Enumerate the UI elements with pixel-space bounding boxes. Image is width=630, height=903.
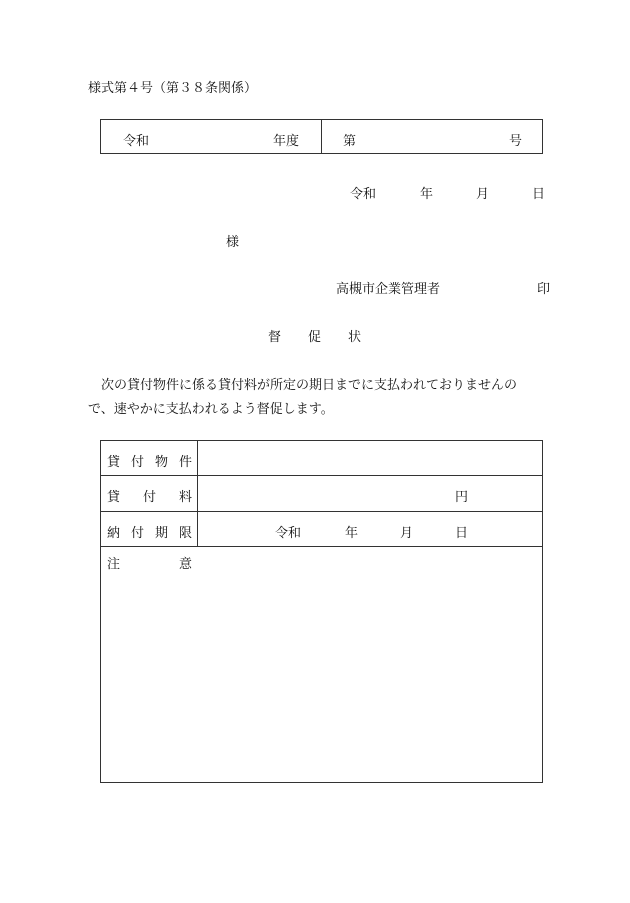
row-label-char: 貸 xyxy=(107,455,121,470)
table-column-divider xyxy=(197,441,198,475)
number-suffix-label: 号 xyxy=(509,134,523,149)
notes-label-char: 注 xyxy=(107,557,121,572)
date-month: 月 xyxy=(476,187,490,202)
row-label-char: 貸 xyxy=(107,490,121,505)
table-row-fee xyxy=(101,476,542,512)
due-day: 日 xyxy=(455,526,469,541)
title-char: 促 xyxy=(308,330,322,345)
due-month: 月 xyxy=(400,526,414,541)
title-char: 状 xyxy=(348,330,362,345)
body-line: 次の貸付物件に係る貸付料が所定の期日までに支払われておりませんの xyxy=(101,378,518,393)
notes-label-char: 意 xyxy=(179,557,193,572)
title-char: 督 xyxy=(268,330,282,345)
number-prefix-label: 第 xyxy=(343,134,357,149)
row-label-char: 期 xyxy=(155,526,169,541)
date-era: 令和 xyxy=(350,187,377,202)
fiscal-year-number-box xyxy=(100,119,543,154)
row-label-char: 料 xyxy=(179,490,193,505)
fiscal-year-label: 年度 xyxy=(273,134,300,149)
row-label-char: 物 xyxy=(155,455,169,470)
notes-section xyxy=(101,547,542,783)
form-number-label: 様式第４号（第３８条関係） xyxy=(88,81,258,96)
box-divider xyxy=(321,120,322,153)
date-day: 日 xyxy=(532,187,546,202)
addressee-suffix: 様 xyxy=(226,235,240,250)
table-row-property xyxy=(101,441,542,476)
row-label-char: 件 xyxy=(179,455,193,470)
row-label-char: 付 xyxy=(131,526,145,541)
fiscal-era-label: 令和 xyxy=(123,134,150,149)
fee-unit-label: 円 xyxy=(455,490,469,505)
issuer-name: 高槻市企業管理者 xyxy=(336,282,441,297)
row-label-char: 付 xyxy=(143,490,157,505)
body-line: で、速やかに支払われるよう督促します。 xyxy=(88,402,334,417)
issuer-seal-mark: 印 xyxy=(537,282,551,297)
body-paragraph xyxy=(88,374,548,422)
date-year: 年 xyxy=(420,187,434,202)
table-column-divider xyxy=(197,512,198,546)
table-column-divider xyxy=(197,476,198,511)
row-label-char: 限 xyxy=(179,526,193,541)
due-era: 令和 xyxy=(275,526,302,541)
due-year: 年 xyxy=(345,526,359,541)
row-label-char: 付 xyxy=(131,455,145,470)
details-table xyxy=(100,440,543,783)
row-label-char: 納 xyxy=(107,526,121,541)
table-row-due-date xyxy=(101,512,542,547)
